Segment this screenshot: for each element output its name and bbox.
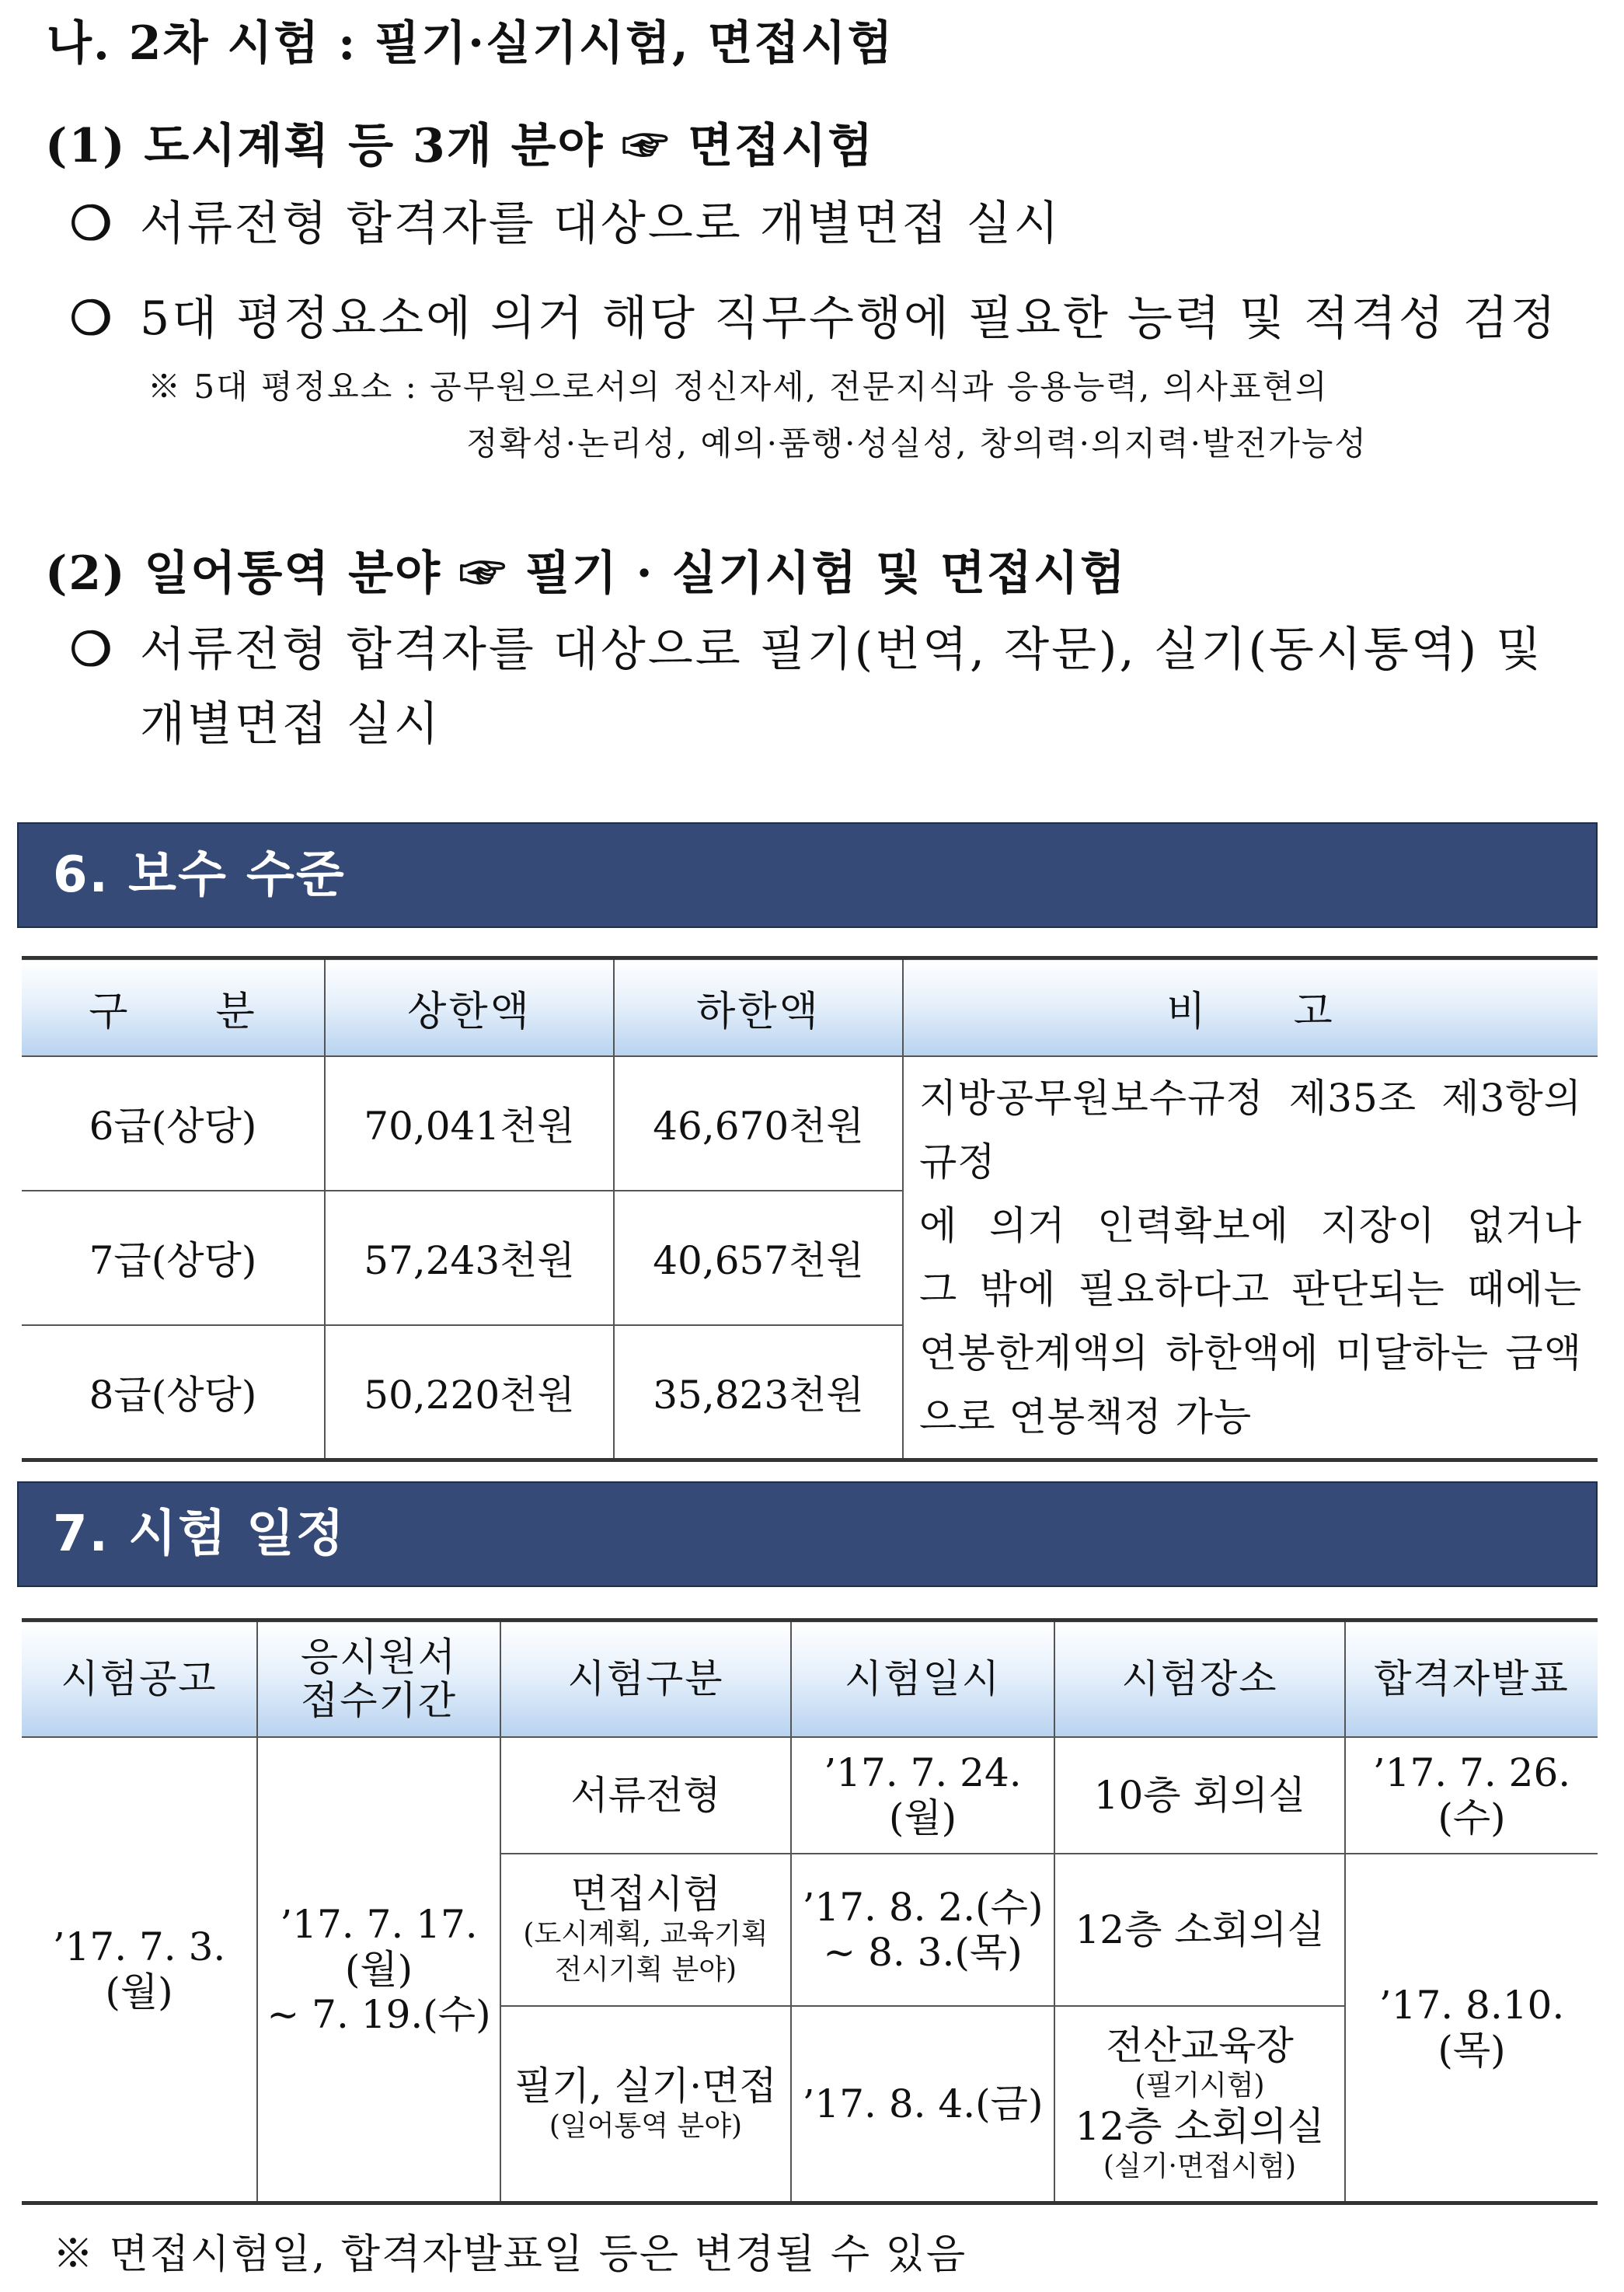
place-note: (필기시험) [1134, 2069, 1265, 2102]
section-7-banner: 7. 시험 일정 [17, 1481, 1598, 1587]
section-6-banner: 6. 보수 수준 [17, 822, 1598, 928]
upper-amount-cell: 70,041천원 [325, 1056, 614, 1191]
remark-line: 으로 연봉책정 가능 [919, 1394, 1253, 1439]
announcement-date-cell: ’17. 7. 3.(월) [22, 1737, 257, 2203]
header-line: 응시원서 [300, 1634, 458, 1680]
lower-amount-cell: 40,657천원 [614, 1191, 903, 1325]
exam-place-cell: 10층 회의실 [1054, 1737, 1345, 1854]
remarks-cell [903, 1056, 1598, 1460]
period-line: ~ 7. 19.(수) [267, 1991, 491, 2037]
evaluation-note-line-1: ※ 5대 평정요소 : 공무원으로서의 정신자세, 전문지식과 응용능력, 의사표현의 [148, 368, 1329, 406]
header-lower-limit: 하한액 [614, 958, 903, 1056]
date-line: ’17. 8. 2.(수) [802, 1884, 1044, 1930]
upper-amount-cell: 50,220천원 [325, 1325, 614, 1460]
exam-date-cell: ’17. 7. 24.(월) [791, 1737, 1054, 1854]
exam-place-cell [1054, 2006, 1345, 2203]
header-exam-date: 시험일시 [791, 1620, 1054, 1737]
date-line: ~ 8. 3.(목) [823, 1929, 1023, 1975]
type-label: 필기, 실기·면접 [514, 2063, 777, 2109]
bullet-text: 서류전형 합격자를 대상으로 개별면접 실시 [140, 197, 1061, 251]
subsection-2-bullet [70, 612, 1543, 679]
header-line: 접수기간 [300, 1678, 458, 1724]
header-exam-type: 시험구분 [500, 1620, 791, 1737]
grade-cell: 6급(상당) [22, 1056, 325, 1191]
table-row [22, 1737, 1598, 1854]
header-application-period [257, 1620, 500, 1737]
result-date-cell: ’17. 8.10.(목) [1345, 1854, 1598, 2203]
header-result-announcement: 합격자발표 [1345, 1620, 1598, 1737]
exam-type-cell: 서류전형 [500, 1737, 791, 1854]
lower-amount-cell: 46,670천원 [614, 1056, 903, 1191]
bullet-text: 서류전형 합격자를 대상으로 필기(번역, 작문), 실기(동시통역) 및 [140, 623, 1544, 677]
grade-cell: 7급(상당) [22, 1191, 325, 1325]
place-label: 12층 소회의실 [1075, 2103, 1325, 2149]
schedule-table [22, 1618, 1598, 2205]
grade-cell: 8급(상당) [22, 1325, 325, 1460]
bullet-circle-icon: ❍ [70, 623, 114, 677]
exam-date-cell [791, 1854, 1054, 2006]
section-title: 나. 2차 시험 : 필기·실기시험, 면접시험 [47, 16, 894, 71]
remark-line: 그 밖에 필요하다고 판단되는 때에는 [919, 1266, 1582, 1312]
salary-table [22, 956, 1598, 1462]
type-note: (도시계획, 교육기획 [523, 1917, 768, 1950]
header-exam-place: 시험장소 [1054, 1620, 1345, 1737]
exam-type-cell [500, 1854, 791, 2006]
lower-amount-cell: 35,823천원 [614, 1325, 903, 1460]
header-category: 구 분 [22, 958, 325, 1056]
remark-line: 에 의거 인력확보에 지장이 없거나 [919, 1202, 1582, 1248]
remark-line: 지방공무원보수규정 제35조 제3항의 규정 [919, 1075, 1582, 1184]
schedule-footnote: ※ 면접시험일, 합격자발표일 등은 변경될 수 있음 [53, 2231, 967, 2278]
header-remarks: 비 고 [903, 958, 1598, 1056]
remark-line: 연봉한계액의 하한액에 미달하는 금액 [919, 1330, 1582, 1376]
bullet-circle-icon: ❍ [70, 197, 114, 251]
bullet-circle-icon: ❍ [70, 291, 114, 346]
place-label: 전산교육장 [1106, 2022, 1294, 2068]
subsection-2-bullet-continued: 개별면접 실시 [140, 697, 441, 752]
subsection-1-title: (1) 도시계획 등 3개 분야 ☞ 면접시험 [45, 119, 875, 173]
subsection-1-bullet-2 [70, 281, 1558, 348]
table-row [22, 1056, 1598, 1191]
header-announcement: 시험공고 [22, 1620, 257, 1737]
bullet-text: 5대 평정요소에 의거 해당 직무수행에 필요한 능력 및 적격성 검정 [140, 291, 1558, 346]
application-period-cell [257, 1737, 500, 2203]
period-line: ’17. 7. 17.(월) [280, 1901, 478, 1992]
type-label: 면접시험 [570, 1871, 721, 1917]
exam-type-cell [500, 2006, 791, 2203]
subsection-2-title: (2) 일어통역 분야 ☞ 필기 · 실기시험 및 면접시험 [45, 546, 1127, 601]
subsection-1-bullet-1 [70, 187, 1061, 253]
evaluation-note-line-2: 정확성·논리성, 예의·품행·성실성, 창의력·의지력·발전가능성 [466, 424, 1368, 462]
place-note: (실기·면접시험) [1103, 2150, 1297, 2182]
type-note: (일어통역 분야) [549, 2109, 743, 2142]
type-note: 전시기획 분야) [554, 1953, 737, 1986]
header-upper-limit: 상한액 [325, 958, 614, 1056]
exam-date-cell: ’17. 8. 4.(금) [791, 2006, 1054, 2203]
result-date-cell: ’17. 7. 26.(수) [1345, 1737, 1598, 1854]
exam-place-cell: 12층 소회의실 [1054, 1854, 1345, 2006]
upper-amount-cell: 57,243천원 [325, 1191, 614, 1325]
